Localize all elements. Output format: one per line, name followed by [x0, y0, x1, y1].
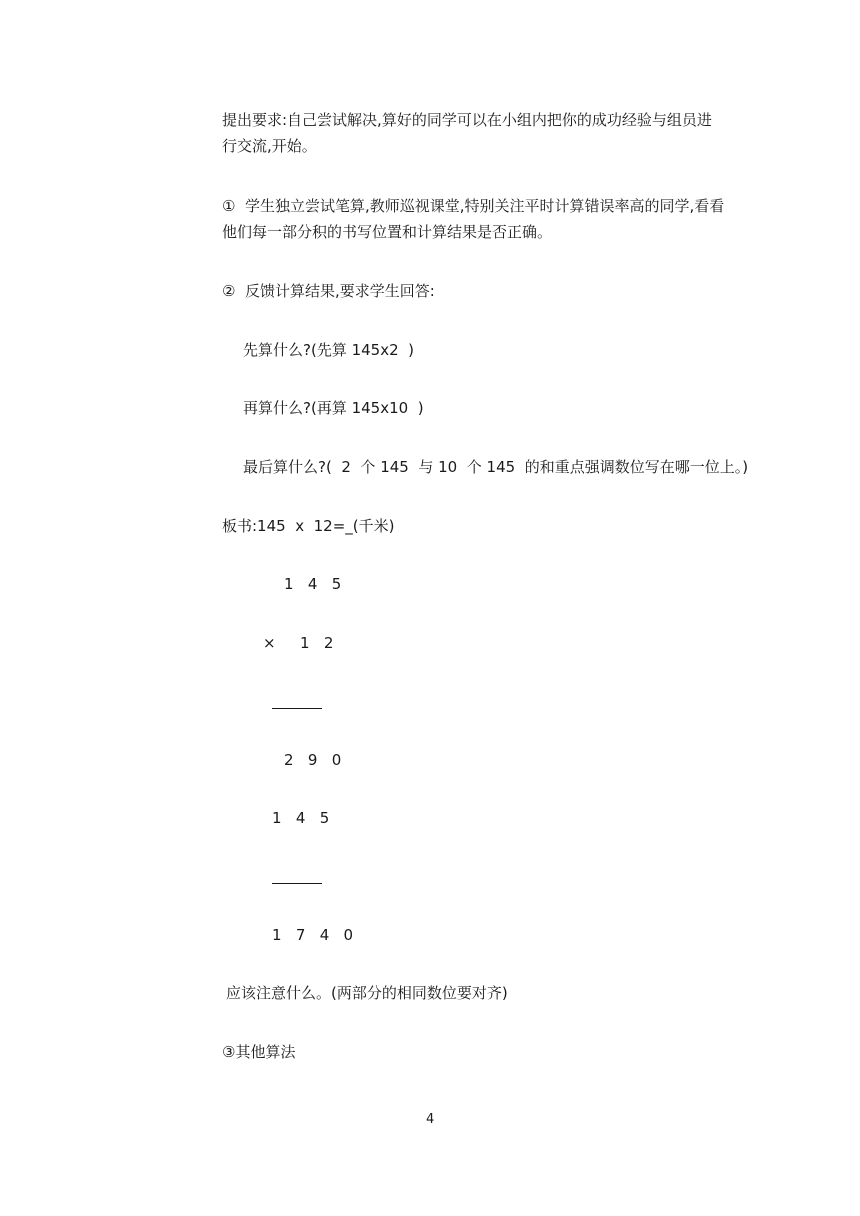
calculation-result: 1 7 4 0: [272, 926, 354, 944]
board-writing: 板书:145 x 12=_(千米): [222, 517, 395, 535]
multiplier: 1 2: [300, 634, 334, 652]
step3-line: ③其他算法: [222, 1043, 296, 1061]
partial-product-2: 1 4 5: [272, 809, 330, 827]
question-2: 再算什么?(再算 145x10 ): [243, 399, 424, 417]
question-3: 最后算什么?( 2 个 145 与 10 个 145 的和重点强调数位写在哪一位上。): [243, 458, 749, 476]
note-line: 应该注意什么。(两部分的相同数位要对齐): [226, 984, 508, 1002]
request-line-1: 提出要求:自己尝试解决,算好的同学可以在小组内把你的成功经验与组员进: [222, 111, 712, 129]
step1-line-1: ① 学生独立尝试笔算,教师巡视课堂,特别关注平时计算错误率高的同学,看看: [222, 197, 725, 215]
question-1: 先算什么?(先算 145x2 ): [243, 341, 415, 359]
request-line-2: 行交流,开始。: [222, 137, 317, 155]
calculation-rule-2: [272, 883, 322, 884]
multiply-sign: ×: [263, 634, 276, 652]
step2-line: ② 反馈计算结果,要求学生回答:: [222, 282, 435, 300]
multiplicand: 1 4 5: [284, 575, 342, 593]
calculation-rule-1: [272, 708, 322, 709]
partial-product-1: 2 9 0: [284, 751, 342, 769]
page-number: 4: [426, 1112, 435, 1127]
step1-line-2: 他们每一部分积的书写位置和计算结果是否正确。: [222, 223, 553, 241]
